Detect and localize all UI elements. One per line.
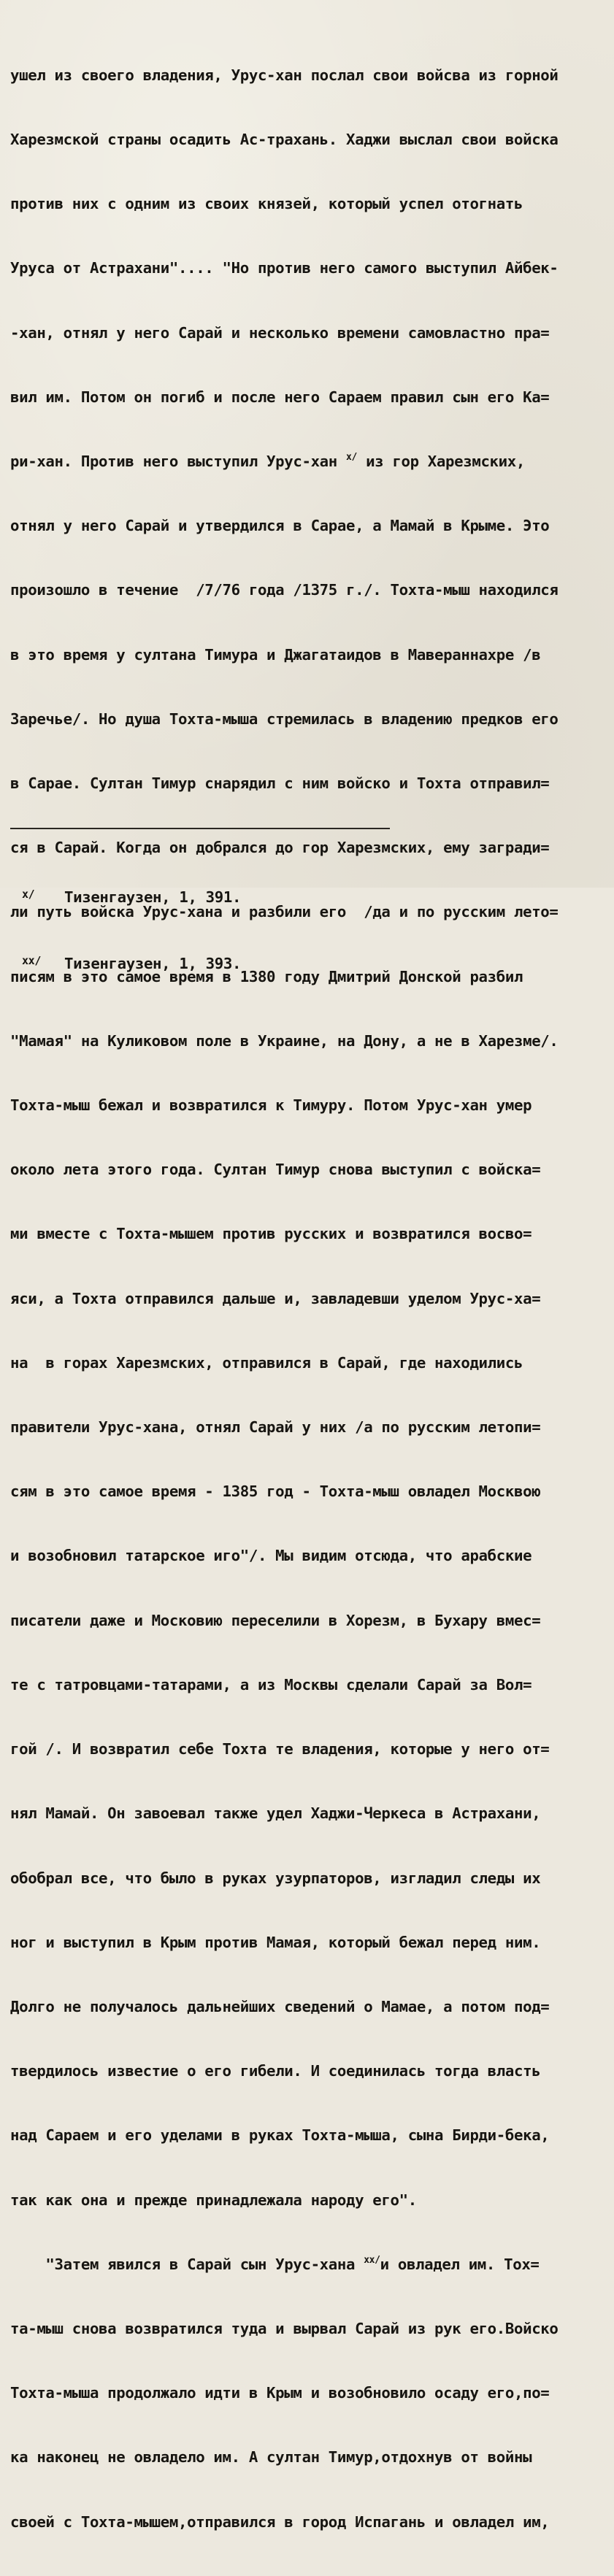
text-line: Харезмской страны осадить Ас-трахань. Хаджи выслал свои войска	[10, 131, 559, 149]
footnote-2	[22, 950, 241, 972]
text-line-with-footnote-2	[10, 2254, 610, 2275]
text-line: произошло в течение /7/76 года /1375 г./. Тохта-мыш находился	[10, 581, 559, 599]
text-line: вил им. Потом он погиб и после него Сараем правил сын его Ка=	[10, 388, 550, 406]
footnotes	[22, 839, 241, 1016]
footnote-text: Тизенгаузен, 1, 391.	[64, 888, 242, 906]
text-line: правители Урус-хана, отнял Сарай у них /а по русским летопи=	[10, 1418, 541, 1437]
text-line: сям в это самое время - 1385 год - Тохта-мыш овладел Москвою	[10, 1483, 541, 1501]
text-line: Тохта-мыш бежал и возвратился к Тимуру. Потом Урус-хан умер	[10, 1096, 532, 1115]
footnote-1	[22, 883, 241, 906]
text-line: и возобновил татарское иго"/. Мы видим отсюда, что арабские	[10, 1547, 532, 1565]
text-line: ся в Сарай. Когда он добрался до гор Харезмских, ему загради=	[10, 839, 550, 857]
footnote-mark: xx/	[22, 954, 42, 967]
text-line: -хан, отнял у него Сарай и несколько времени самовластно пра=	[10, 323, 550, 342]
text-line: Заречье/. Но душа Тохта-мыша стремилась в владению предков его	[10, 710, 559, 728]
text-line: своей с Тохта-мышем,отправился в город Испагань и овладел им,	[10, 2512, 550, 2531]
main-text-block	[10, 22, 610, 2576]
text-line: те с татровцами-татарами, а из Москвы сделали Сарай за Вол=	[10, 1675, 532, 1693]
text-line: обобрал все, что было в руках узурпаторов, изгладил следы их	[10, 1869, 541, 1887]
footnote-mark: x/	[22, 888, 35, 901]
text-line: гой /. И возвратил себе Тохта те владения, которые у него от=	[10, 1740, 550, 1758]
text-line: так как она и прежде принадлежала народу его".	[10, 2191, 417, 2209]
text-line: ли путь войска Урус-хана и разбили его /да и по русским лето=	[10, 903, 559, 921]
text-line: "Мамая" на Куликовом поле в Украине, на Дону, а не в Харезме/.	[10, 1031, 559, 1050]
text-line: ушел из своего владения, Урус-хан послал свои войсва из горной	[10, 66, 559, 84]
text-line: Уруса от Астрахани".... "Но против него самого выступил Айбек-	[10, 259, 559, 277]
text-line: та-мыш снова возвратился туда и вырвал Сарай из рук его.Войско	[10, 2319, 559, 2337]
text-line-with-footnote-1	[10, 451, 610, 472]
text-line: писям в это самое время в 1380 году Дмитрий Донской разбил	[10, 967, 523, 985]
text-line-tail: и овладел им. Тох=	[380, 2255, 540, 2273]
text-line: ми вместе с Тохта-мышем против русских и возвратился восво=	[10, 1225, 532, 1243]
footnote-reference-2: xx/	[364, 2254, 380, 2266]
text-line: Тохта-мыша продолжало идти в Крым и возобновило осаду его,по=	[10, 2384, 550, 2402]
text-line-head: ри-хан. Против него выступил Урус-хан	[10, 453, 337, 471]
footnote-reference-1: x/	[346, 452, 357, 464]
text-line: ног и выступил в Крым против Мамая, который бежал перед ним.	[10, 1933, 541, 1951]
footnote-text: Тизенгаузен, 1, 393.	[64, 955, 242, 972]
text-line: против них с одним из своих князей, который успел отогнать	[10, 195, 523, 213]
text-line: в это время у султана Тимура и Джагатаидов в Мавераннахре /в	[10, 645, 541, 664]
text-line: над Сараем и его уделами в руках Тохта-мыша, сына Бирди-бека,	[10, 2126, 550, 2145]
text-line: писатели даже и Московию переселили в Хорезм, в Бухару вмес=	[10, 1611, 541, 1629]
text-line: на в горах Харезмских, отправился в Сарай, где находились	[10, 1353, 523, 1372]
text-line: около лета этого года. Султан Тимур снова выступил с войска=	[10, 1161, 541, 1179]
text-line-head: "Затем явился в Сарай сын Урус-хана	[10, 2255, 356, 2273]
text-line: яси, а Тохта отправился дальше и, завладевши уделом Урус-ха=	[10, 1289, 541, 1307]
text-line-tail: из гор Харезмских,	[356, 453, 525, 471]
text-line: отнял у него Сарай и утвердился в Сарае, а Мамай в Крыме. Это	[10, 517, 550, 535]
footnote-separator	[10, 828, 390, 829]
text-line: нял Мамай. Он завоевал также удел Хаджи-Черкеса в Астрахани,	[10, 1804, 541, 1823]
text-line: в Сарае. Султан Тимур снарядил с ним войско и Тохта отправил=	[10, 774, 550, 793]
text-line: Долго не получалось дальнейших сведений о Мамае, а потом под=	[10, 1997, 550, 2015]
text-line: ка наконец не овладело им. А султан Тимур,отдохнув от войны	[10, 2448, 532, 2467]
text-line: твердилось известие о его гибели. И соединилась тогда власть	[10, 2062, 541, 2080]
